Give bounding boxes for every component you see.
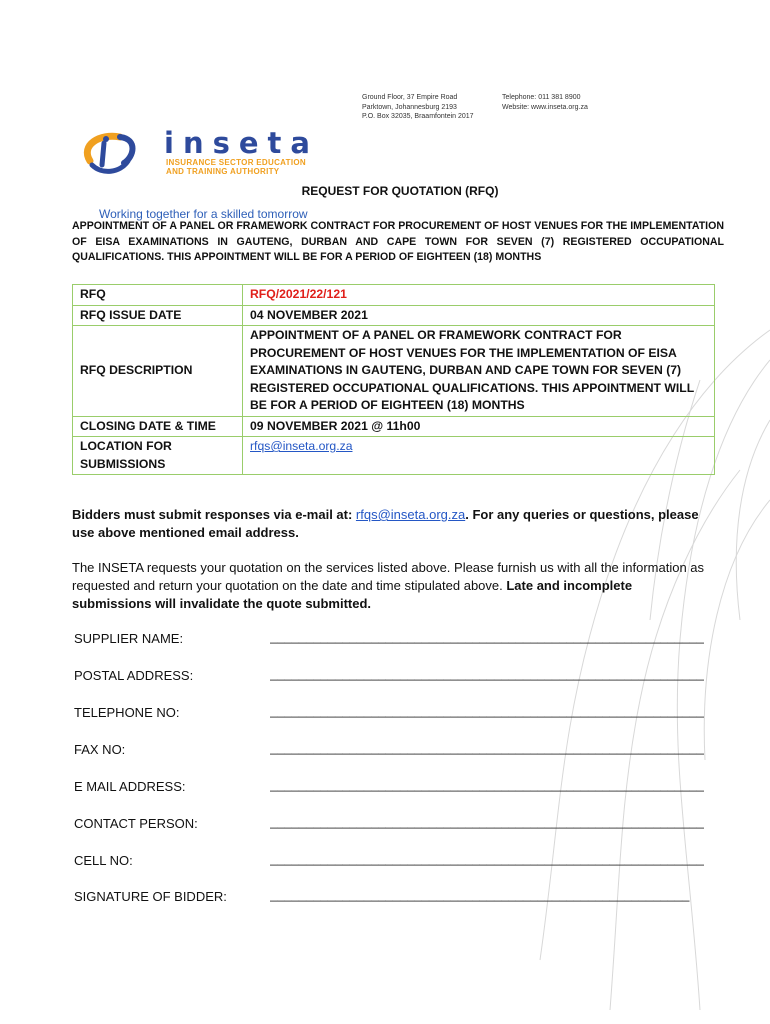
- telephone-label: TELEPHONE NO:: [74, 705, 180, 720]
- bidders-prefix: Bidders must submit responses via e-mail at:: [72, 507, 356, 522]
- supplier-name-field[interactable]: ____________________________________________________________: [270, 629, 704, 644]
- logo-subtitle: [166, 158, 306, 176]
- company-address: [362, 93, 502, 122]
- submission-email-link[interactable]: rfqs@inseta.org.za: [250, 439, 353, 453]
- logo-subtitle-line: AND TRAINING AUTHORITY: [166, 167, 280, 176]
- cell-no-label: CELL NO:: [74, 853, 133, 868]
- request-text: The INSETA requests your quotation on the services listed above. Please furnish us with all the information as requested and return your quotation on the date and time stipulated above.: [72, 560, 705, 593]
- cell-no-field[interactable]: ____________________________________________________________: [270, 851, 704, 866]
- request-warning: Late and incomplete submissions will invalidate the quote submitted.: [72, 578, 633, 611]
- email-address-field[interactable]: ____________________________________________________________: [270, 777, 704, 792]
- description-value: APPOINTMENT OF A PANEL OR FRAMEWORK CONTRACT FOR PROCUREMENT OF HOST VENUES FOR THE IMPLEMENTATION OF EISA EXAMINATIONS IN GAUTENG, DURBAN AND CAPE TOWN FOR SEVEN (7) REGISTERED OCCUPATIONAL QUALIFICATIONS. THIS APPOINTMENT WILL BE FOR A PERIOD OF EIGHTEEN (18) MONTHS: [243, 326, 715, 417]
- contact-person-label: CONTACT PERSON:: [74, 816, 198, 831]
- request-paragraph: [72, 559, 712, 613]
- telephone-field[interactable]: ____________________________________________________________: [270, 703, 704, 718]
- logo-tagline: Working together for a skilled tomorrow: [99, 207, 308, 221]
- location-cell: [243, 437, 715, 475]
- postal-address-field[interactable]: ____________________________________________________________: [270, 666, 704, 681]
- table-row: [73, 285, 715, 306]
- inseta-logo-icon: [76, 131, 158, 177]
- logo-subtitle-line: INSURANCE SECTOR EDUCATION: [166, 158, 306, 167]
- address-line: P.O. Box 32035, Braamfontein 2017: [362, 113, 474, 120]
- table-row: [73, 416, 715, 437]
- telephone-line: Telephone: 011 381 8900: [502, 94, 581, 101]
- closing-date-label: CLOSING DATE & TIME: [73, 416, 243, 437]
- description-label: RFQ DESCRIPTION: [73, 326, 243, 417]
- issue-date-value: 04 NOVEMBER 2021: [243, 305, 715, 326]
- document-title: REQUEST FOR QUOTATION (RFQ): [301, 184, 499, 198]
- location-label: LOCATION FOR SUBMISSIONS: [73, 437, 243, 475]
- table-row: [73, 326, 715, 417]
- rfq-details-table: [72, 284, 715, 475]
- table-row: [73, 305, 715, 326]
- fax-field[interactable]: ____________________________________________________________: [270, 740, 704, 755]
- address-line: Parktown, Johannesburg 2193: [362, 103, 457, 111]
- signature-label: SIGNATURE OF BIDDER:: [74, 889, 227, 904]
- contact-person-field[interactable]: ____________________________________________________________: [270, 814, 704, 829]
- intro-paragraph: APPOINTMENT OF A PANEL OR FRAMEWORK CONTRACT FOR PROCUREMENT OF HOST VENUES FOR THE IMPLEMENTATION OF EISA EXAMINATIONS IN GAUTENG, DURBAN AND CAPE TOWN FOR SEVEN (7) REGISTERED OCCUPATIONAL QUALIFICATIONS. THIS APPOINTMENT WILL BE FOR A PERIOD OF EIGHTEEN (18) MONTHS: [72, 220, 724, 263]
- postal-address-label: POSTAL ADDRESS:: [74, 668, 194, 683]
- signature-field[interactable]: __________________________________________________________: [270, 887, 690, 902]
- supplier-name-label: SUPPLIER NAME:: [74, 631, 184, 646]
- fax-label: FAX NO:: [74, 742, 126, 757]
- email-address-label: E MAIL ADDRESS:: [74, 779, 186, 794]
- bidders-instructions: [72, 506, 722, 542]
- rfq-label: RFQ: [73, 285, 243, 306]
- bidders-email-link[interactable]: rfqs@inseta.org.za: [355, 507, 466, 522]
- issue-date-label: RFQ ISSUE DATE: [73, 305, 243, 326]
- closing-date-value: 09 NOVEMBER 2021 @ 11h00: [243, 416, 715, 437]
- company-contact: [502, 93, 642, 112]
- rfq-number: RFQ/2021/22/121: [243, 285, 715, 306]
- address-line: Ground Floor, 37 Empire Road: [362, 94, 458, 101]
- table-row: [73, 437, 715, 475]
- website-line: Website: www.inseta.org.za: [502, 103, 588, 111]
- bidders-suffix: . For any queries or questions, please use above mentioned email address.: [72, 507, 699, 540]
- logo-wordmark: inseta: [164, 126, 319, 160]
